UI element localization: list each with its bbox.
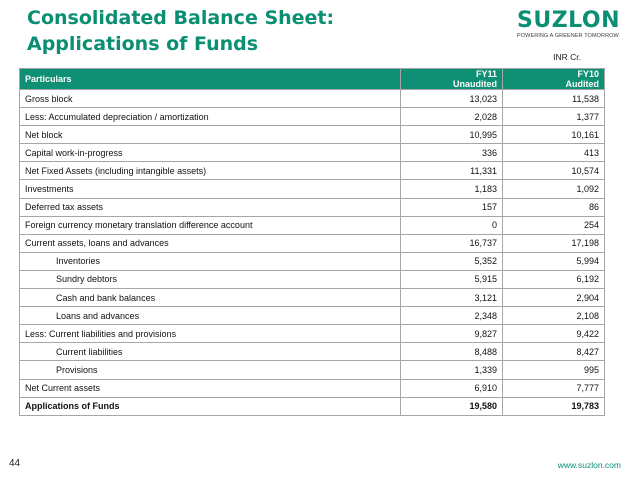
row-label: Provisions bbox=[20, 361, 401, 379]
row-fy10-value: 995 bbox=[503, 361, 605, 379]
row-fy10-value: 10,574 bbox=[503, 162, 605, 180]
table-row bbox=[20, 144, 605, 162]
header-fy11 bbox=[401, 69, 503, 90]
table-row bbox=[20, 198, 605, 216]
row-fy10-value: 5,994 bbox=[503, 252, 605, 270]
row-fy10-value: 2,904 bbox=[503, 289, 605, 307]
row-label: Deferred tax assets bbox=[20, 198, 401, 216]
website-link[interactable]: www.suzlon.com bbox=[557, 460, 621, 470]
row-fy10-value: 1,377 bbox=[503, 108, 605, 126]
row-label: Current assets, loans and advances bbox=[20, 234, 401, 252]
row-label: Foreign currency monetary translation difference account bbox=[20, 216, 401, 234]
row-label: Inventories bbox=[20, 252, 401, 270]
row-label: Cash and bank balances bbox=[20, 289, 401, 307]
header-fy11-year: FY11 bbox=[475, 69, 497, 79]
row-label: Loans and advances bbox=[20, 307, 401, 325]
row-fy10-value: 254 bbox=[503, 216, 605, 234]
row-label: Net Fixed Assets (including intangible assets) bbox=[20, 162, 401, 180]
row-fy11-value: 2,028 bbox=[401, 108, 503, 126]
row-label: Less: Accumulated depreciation / amortization bbox=[20, 108, 401, 126]
table-row bbox=[20, 108, 605, 126]
row-fy11-value: 5,352 bbox=[401, 252, 503, 270]
table-row bbox=[20, 126, 605, 144]
slide-title bbox=[27, 5, 334, 57]
row-fy11-value: 9,827 bbox=[401, 325, 503, 343]
table-row bbox=[20, 252, 605, 270]
table-row bbox=[20, 270, 605, 288]
row-fy11-value: 11,331 bbox=[401, 162, 503, 180]
table-row bbox=[20, 361, 605, 379]
row-label: Investments bbox=[20, 180, 401, 198]
row-label: Net block bbox=[20, 126, 401, 144]
logo-tagline: POWERING A GREENER TOMORROW bbox=[517, 33, 619, 39]
title-line-2: Applications of Funds bbox=[27, 33, 259, 55]
row-fy11-value: 8,488 bbox=[401, 343, 503, 361]
title-line-1: Consolidated Balance Sheet: bbox=[27, 7, 335, 29]
row-fy11-value: 1,339 bbox=[401, 361, 503, 379]
row-fy11-value: 3,121 bbox=[401, 289, 503, 307]
row-fy11-value: 16,737 bbox=[401, 234, 503, 252]
header-fy10 bbox=[503, 69, 605, 90]
logo-wordmark: SUZLON bbox=[517, 8, 621, 33]
row-fy11-value: 13,023 bbox=[401, 90, 503, 108]
table-row bbox=[20, 325, 605, 343]
row-fy11-value: 0 bbox=[401, 216, 503, 234]
header-fy10-year: FY10 bbox=[577, 69, 599, 79]
page-number: 44 bbox=[9, 458, 21, 469]
table-row bbox=[20, 379, 605, 397]
row-fy11-value: 336 bbox=[401, 144, 503, 162]
row-fy10-value: 86 bbox=[503, 198, 605, 216]
table-total-row bbox=[20, 397, 605, 415]
row-label: Less: Current liabilities and provisions bbox=[20, 325, 401, 343]
balance-sheet-table bbox=[19, 68, 605, 416]
row-fy11-value: 10,995 bbox=[401, 126, 503, 144]
row-fy11-value: 157 bbox=[401, 198, 503, 216]
row-label: Capital work-in-progress bbox=[20, 144, 401, 162]
row-fy10-value: 9,422 bbox=[503, 325, 605, 343]
row-label: Current liabilities bbox=[20, 343, 401, 361]
suzlon-logo bbox=[517, 9, 625, 40]
row-fy10-value: 19,783 bbox=[503, 397, 605, 415]
row-fy10-value: 6,192 bbox=[503, 270, 605, 288]
table-row bbox=[20, 289, 605, 307]
row-fy10-value: 7,777 bbox=[503, 379, 605, 397]
row-fy11-value: 2,348 bbox=[401, 307, 503, 325]
row-fy10-value: 1,092 bbox=[503, 180, 605, 198]
table-row bbox=[20, 162, 605, 180]
row-label: Net Current assets bbox=[20, 379, 401, 397]
table-row bbox=[20, 216, 605, 234]
header-particulars: Particulars bbox=[20, 69, 401, 90]
table-row bbox=[20, 343, 605, 361]
table-header-row bbox=[20, 69, 605, 90]
row-fy11-value: 6,910 bbox=[401, 379, 503, 397]
table-row bbox=[20, 180, 605, 198]
row-fy10-value: 10,161 bbox=[503, 126, 605, 144]
row-fy10-value: 8,427 bbox=[503, 343, 605, 361]
header-fy10-status: Audited bbox=[565, 79, 599, 89]
table-row bbox=[20, 307, 605, 325]
row-label: Gross block bbox=[20, 90, 401, 108]
row-label: Sundry debtors bbox=[20, 270, 401, 288]
row-fy10-value: 413 bbox=[503, 144, 605, 162]
row-fy11-value: 5,915 bbox=[401, 270, 503, 288]
row-fy11-value: 1,183 bbox=[401, 180, 503, 198]
header-fy11-status: Unaudited bbox=[453, 79, 497, 89]
table-row bbox=[20, 234, 605, 252]
currency-unit-label: INR Cr. bbox=[553, 52, 581, 62]
row-fy10-value: 11,538 bbox=[503, 90, 605, 108]
table-row bbox=[20, 90, 605, 108]
row-fy10-value: 17,198 bbox=[503, 234, 605, 252]
row-fy10-value: 2,108 bbox=[503, 307, 605, 325]
row-fy11-value: 19,580 bbox=[401, 397, 503, 415]
row-label: Applications of Funds bbox=[20, 397, 401, 415]
